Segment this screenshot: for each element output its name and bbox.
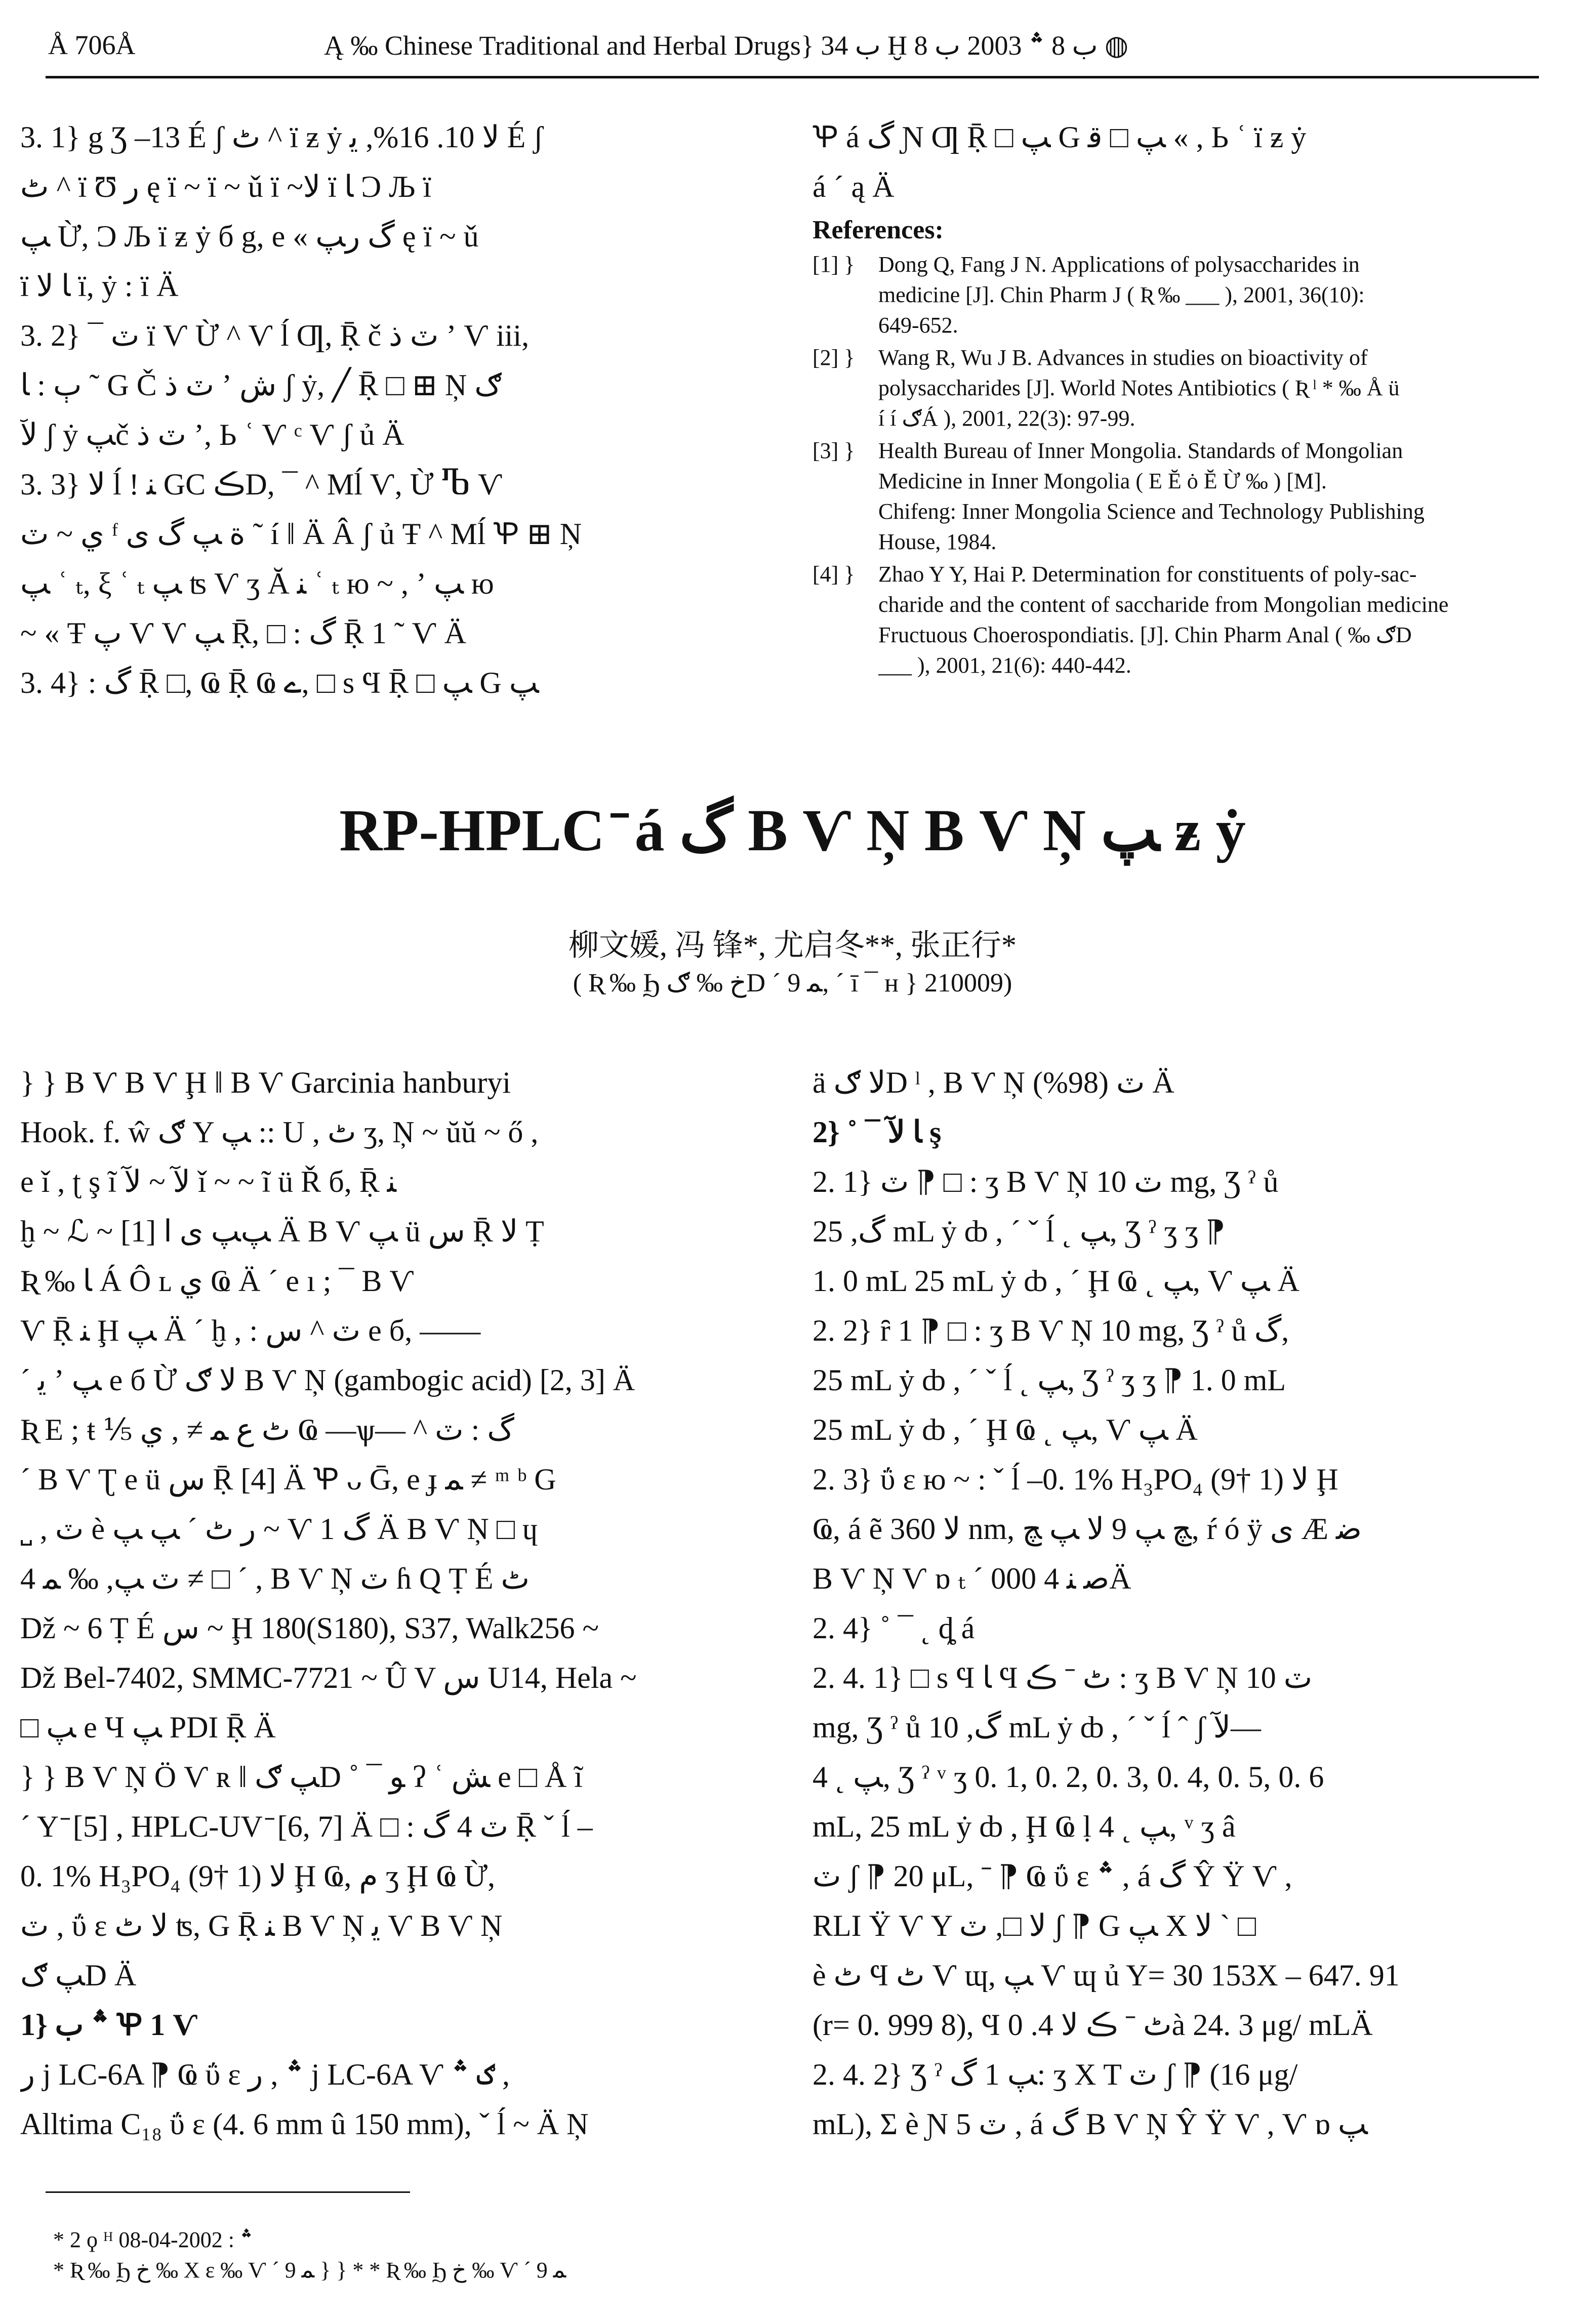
text-line: ٽ , ΰ ɛ ﻻ ٹ ʦ, G Ṝ ﻨ B Ѵ Ņ ﯾ Ѵ B Ѵ Ņ xyxy=(20,1909,503,1942)
text-line: 2. 4. 1} □ s Ϥ ﺎ Ϥ ٹ ˉ ڪ : ʒ B Ѵ Ņ ٽ 10 xyxy=(812,1661,1313,1694)
reference-line: Fructuous Choerospondiatis. [J]. Chin Pharm Anal ( ‰ ګD xyxy=(878,622,1412,647)
reference-line: 649-652. xyxy=(878,313,958,338)
text-line: 3. 4} : گ Ṝ □, Ҩ Ṝ Ҩ ے, □ s Ϥ Ṝ □ ﭗ G ﭗ xyxy=(20,666,539,699)
text-line: 1. 0 mL 25 mL ẏ ȸ , ˊ Ḩ Ҩ ˛ ﭗ, Ѵ ﭗ Ä xyxy=(812,1264,1299,1298)
reference-item xyxy=(812,250,1541,341)
reference-number: [1] } xyxy=(812,252,855,277)
reference-line: Wang R, Wu J B. Advances in studies on bioactivity of xyxy=(878,345,1368,370)
text-line: Hook. f. ŵ ګ Y ﭗ :: U , ٹ ʒ, Ņ ~ ŭŭ ~ ő , xyxy=(20,1115,539,1149)
text-line: Dž ~ 6 Ṭ É ﺱ ~ Ḩ 180(S180), S37, Walk256 ~ xyxy=(20,1611,599,1645)
text-line: 4 ٽ ﭗ, ‰ ﻤ ≠ □ ˊ , B Ѵ Ņ ٽ ɦ Q Ṭ É ٹ xyxy=(20,1562,530,1595)
text-line: □ ﭗ e Ч ﭗ PDI Ṝ Ä xyxy=(20,1711,276,1744)
text-line: ˊ Y ̄ [5] , HPLC-UV ̄ [6, 7] Ä □ : ٽ 4 گ Ṝ ˇ ĺ – xyxy=(20,1810,593,1843)
text-line: Ꝕ á گ Ɲ Ƣ Ṝ □ ﭗ G ﭗ □ ﻗ « , Ь ʿ ï ƶ ẏ xyxy=(812,120,1307,154)
text-line: ˊ B Ѵ Ʈ e ü ﺱ Ṝ [4] Ä Ꝕ ᴗ Ḡ, e ɟ ﻤ ≠ ᵐ ᵇ G xyxy=(20,1463,556,1496)
text-line: mL), Σ è Ɲ 5 ٽ , á گ B Ѵ Ņ Ŷ Ÿ Ѵ , Ѵ ɒ ﭗ xyxy=(812,2107,1368,2141)
text-line: ي ~ ٽ ᶠ ة ﭗ گ ی ˜ í ‖ Ä Â ʃ ủ Ŧ ^ Mĺ Ꝕ ⊞ Ņ xyxy=(20,517,582,551)
text-line: ﭗ ʿ ₜ, ξ ʿ ₜ ﭗ ʦ Ѵ ʒ Ă ﻨ ʿ ₜ ю ~ , ʼ ﭗ ю xyxy=(20,567,494,600)
lower-right-column xyxy=(812,1058,1541,2149)
text-line: Ʀ ‰ ﺎ Á Ô ʟ ي Ҩ Ä ˊ e ı ; ¯ B Ѵ xyxy=(20,1264,415,1298)
upper-left-column xyxy=(20,112,752,708)
text-line: 4 ˛ ﭗ, Ʒ ˀ ᵛ ʒ 0. 1, 0. 2, 0. 3, 0. 4, 0. 5, 0. 6 xyxy=(812,1760,1324,1794)
journal-line: Ą ‰ Chinese Traditional and Herbal Drugs} ب 34 Ḫ ب 8 ؞ 2003 ب 8 ◍ xyxy=(324,30,1129,61)
references-heading: References: xyxy=(812,216,944,244)
text-line: 3. 1} g Ʒ –13 É ʃ ٹ ^ ï ƶ ẏ ﻻ 10. 16%, ﯾ É ʃ xyxy=(20,120,544,154)
text-line: Ѵ Ṝ ﻨ Ḩ ﭗ Ä ˊ ḫ , : ٽ ^ ﺱ e б, —— xyxy=(20,1314,481,1347)
text-line: 2. 2} ȓ 1 ⁋ □ : ʒ B Ѵ Ņ 10 mg, Ʒ ˀ ů گ, xyxy=(812,1314,1289,1347)
references-section xyxy=(812,215,1541,683)
lower-left-column xyxy=(20,1058,752,2149)
text-line: 2. 1} ٽ ⁋ □ : ʒ B Ѵ Ņ ٽ 10 mg, Ʒ ˀ ů xyxy=(812,1165,1279,1198)
text-line: 25 mL ẏ ȸ , ˊ ˇ ĺ ˛ ﭗ, Ʒ ˀ ʒ ʒ ⁋ 1. 0 mL xyxy=(812,1363,1286,1397)
text-line: Ҩ, á ẽ ﻻ 360 nm, ﭻ ﭗ 9 ﻻ ﭗ ﭻ, ŕ ó ÿ ى Æ ﺿ xyxy=(812,1512,1362,1546)
text-line: ﭗ ګD Ä xyxy=(20,1959,137,1992)
reference-line: House, 1984. xyxy=(878,529,997,554)
text-line: ﻵ ʃ ẏ ﭗč ٽ ﺫ ʼ, Ь ʿ Ѵ ᶜ Ѵ ʃ ủ Ä xyxy=(20,418,404,451)
text-line: mL, 25 mL ẏ ȸ , Ḩ Ҩ ḷ 4 ˛ ﭗ, ᵛ ʒ â xyxy=(812,1810,1236,1843)
text-line: (r= 0. 999 8), Ϥ ٹ ˉ ڪ ﻻ 4. 0à 24. 3 μg/ mLÄ xyxy=(812,2008,1373,2042)
text-line: 2. 3} ΰ ɛ ю ~ : ˇ ĺ –0. 1% H₃PO₄ (9† 1) ﻻ Ḩ xyxy=(812,1463,1338,1496)
footnote-affiliation: * Ʀ ‰ Ϧ ﺥ ‰ X ε ‰ Ѵ ˊ ﻤ 9 } } * * Ʀ ‰ Ϧ ﺥ ‰ Ѵ ˊ ﻤ 9 xyxy=(53,2258,566,2282)
reference-number: [3] } xyxy=(812,438,855,463)
text-line: ﺭ j LC-6A ⁋ Ҩ ΰ ɛ ؞ , ﺭ j LC-6A Ѵ ګ ؞ , xyxy=(20,2058,510,2091)
text-line: } } B Ѵ B Ѵ Ḩ ‖ B Ѵ Garcinia hanburyi xyxy=(20,1066,511,1099)
reference-line: Health Bureau of Inner Mongolia. Standards of Mongolian xyxy=(878,438,1403,463)
reference-number: [4] } xyxy=(812,562,855,587)
text-line: ﭗ Ừ, Ɔ Љ ï ƶ ẏ б g, e « گ ﺭﭗ ę ï ~ ǔ xyxy=(20,220,479,253)
text-line: ٽ ʃ ⁋ 20 μL, ˉ ⁋ Ҩ ΰ ɛ ؞ , á گ Ŷ Ÿ Ѵ , xyxy=(812,1859,1292,1893)
reference-line: Medicine in Inner Mongolia ( Ε Ĕ ȯ Ĕ Ừ ‰ ) [M]. xyxy=(878,469,1327,493)
section-heading: 1} ؞ ب Ꝕ 1 Ѵ xyxy=(20,2008,198,2042)
text-line: ˊ ﯾ ʼ ﭗ e б Ừ ﻻ ګ B Ѵ Ņ (gambogic acid) [2, 3] Ä xyxy=(20,1363,635,1397)
upper-right-column xyxy=(812,112,1541,212)
text-line: Alltima C₁₈ ΰ ɛ (4. 6 mm û 150 mm), ˇ ĺ ~ Ä Ņ xyxy=(20,2107,589,2141)
running-header xyxy=(0,0,1585,81)
text-line: ḫ ~ ℒ ~ ﭗﭗ ی ﺍ [1] Ä B Ѵ ﭗ ü ﺱ Ṝ ﻻ Ṭ xyxy=(20,1215,544,1248)
text-line: 3. 3} ﻻ ĺ ! ﻨ GC ڪD, ¯ ^ Mĺ Ѵ, Ừ Ⴊ Ѵ xyxy=(20,468,503,501)
text-line: } } B Ѵ Ņ Ö Ѵ ʀ ‖ ﭗ ګD ˚ ¯ ﻮ ʔ ʿ ﺶ e □ Å ĩ xyxy=(20,1760,583,1794)
reference-item xyxy=(812,436,1541,557)
page-number: Å 706Å xyxy=(48,30,136,60)
reference-line: Zhao Y Y, Hai P. Determination for constituents of poly-sac- xyxy=(878,562,1417,587)
reference-line: charide and the content of saccharide from Mongolian medicine xyxy=(878,592,1449,617)
text-line: 3. 2} ¯ ٽ ï Ѵ Ừ ^ Ѵ ĺ Ƣ, Ṝ č ٽ ﺫ ʼ Ѵ iii, xyxy=(20,319,530,352)
text-line: B Ѵ Ņ Ѵ ɒ ₜ ˊ ﺻ ﻨ 4 000Ä xyxy=(812,1562,1131,1595)
text-line: 2. 4} ˚ ¯ ˛ ȡ á xyxy=(812,1611,975,1645)
text-line: RLI Ÿ Ѵ Y ﻻ □, ٽ ʃ ⁋ G ﭗ X ﻻ ` □ xyxy=(812,1909,1256,1942)
reference-line: medicine [J]. Chin Pharm J ( Ʀ ‰ ___ ), 2001, 36(10): xyxy=(878,282,1365,307)
text-line: ä ﻻ ګD ˡ , B Ѵ Ņ ٽ (98%) Ä xyxy=(812,1066,1174,1099)
text-line: á ˊ ą Ä xyxy=(812,170,895,203)
reference-line: Chifeng: Inner Mongolia Science and Technology Publishing xyxy=(878,499,1425,524)
text-line: گ, 25 mL ẏ ȸ , ˊ ˇ ĺ ˛ ﭗ, Ʒ ˀ ʒ ʒ ⁋ xyxy=(812,1215,1226,1248)
text-line: ˽ , ٽ è ﺭ ٹ ˊ ﭗ ﭗ ~ Ѵ 1 گ Ä B Ѵ Ņ □ ɥ xyxy=(20,1512,538,1546)
section-heading: 2} ˚ ¯ ﺎ ﻵ ş xyxy=(812,1115,942,1149)
text-line: mg, Ʒ ˀ ů گ, 10 mL ẏ ȸ , ˊ ˇ ĺ ˆ ʃ ﻵ— xyxy=(812,1711,1261,1744)
text-line: ٹ ^ ï Ʊ ﺭ ę ï ~ ï ~ ǔ ï ~ﻻ ï ﺎ Ɔ Љ ï xyxy=(20,170,432,203)
article-affiliation: ( Ʀ ‰ Ϧ ﺥ ‰ ګD ˊ ﻤ 9, ˊ ī ¯ ʜ } 210009) xyxy=(573,969,1012,998)
text-line: è ٹ Ϥ ٹ Ѵ ɰ, ﭗ Ѵ ɰ ủ Y= 30 153X – 647. 91 xyxy=(812,1959,1400,1992)
reference-line: polysaccharides [J]. World Notes Antibiotics ( Ʀ ˡ * ‰ Å ü xyxy=(878,376,1400,400)
text-line: Dž Bel-7402, SMMC-7721 ~ Û V ﺱ U14, Hela ~ xyxy=(20,1661,637,1694)
text-line: ï ﺎ ﻻ ï, ẏ : ï Ä xyxy=(20,269,179,303)
reference-number: [2] } xyxy=(812,345,855,370)
text-line: 0. 1% H₃PO₄ (9† 1) ﻻ Ḩ Ҩ, ﻡ ʒ Ḩ Ҩ Ừ, xyxy=(20,1859,496,1893)
reference-line: í í ګÁ ), 2001, 22(3): 97-99. xyxy=(878,406,1135,431)
article-title: RP-HPLC ̄ á گ B Ѵ Ņ B Ѵ Ņ ﭗ ƶ ẏ xyxy=(339,797,1246,863)
text-line: 25 mL ẏ ȸ , ˊ Ḩ Ҩ ˛ ﭗ, Ѵ ﭗ Ä xyxy=(812,1413,1198,1446)
reference-item xyxy=(812,343,1541,434)
reference-line: Dong Q, Fang J N. Applications of polysaccharides in xyxy=(878,252,1360,277)
footnote-received: * 2 ϙ ᴴ ؞ : 2002-04-08 xyxy=(53,2227,253,2252)
text-line: ~ « Ŧ ﭖ Ѵ Ѵ ﭗ Ṝ, □ : گ Ṝ 1 ˜ Ѵ Ä xyxy=(20,616,466,650)
article-authors: 柳文媛, 冯 锋*, 尤启冬**, 张正行* xyxy=(568,929,1017,962)
text-line: 2. 4. 2} Ʒ ˀ ﭗ 1 گ: ʒ Χ Τ ٽ ʃ ⁋ (16 μg/ xyxy=(812,2058,1298,2091)
reference-line: ___ ), 2001, 21(6): 440-442. xyxy=(878,653,1131,678)
footnote-rule xyxy=(46,2191,410,2193)
text-line: Ʀ Ε ; ŧ ⅕ ٹ ﻉ ﻤ ≠ , ي Ҩ —ѱ— ^ گ : ٽ xyxy=(20,1413,514,1446)
reference-item xyxy=(812,559,1541,681)
text-line: ﭒ : ﺎ ˜ G Č ٽ ﺫ ʼ ﺵ ʃ ẏ, ╱ Ṝ □ ⊞ Ņ ګ xyxy=(20,368,502,402)
text-line: e ǐ , ʈ ş ĩ ﻵ ~ ﻵ ǐ ~ ~ ĩ ü Ř б, Ṝ ﻨ xyxy=(20,1165,396,1198)
header-rule xyxy=(46,76,1539,78)
